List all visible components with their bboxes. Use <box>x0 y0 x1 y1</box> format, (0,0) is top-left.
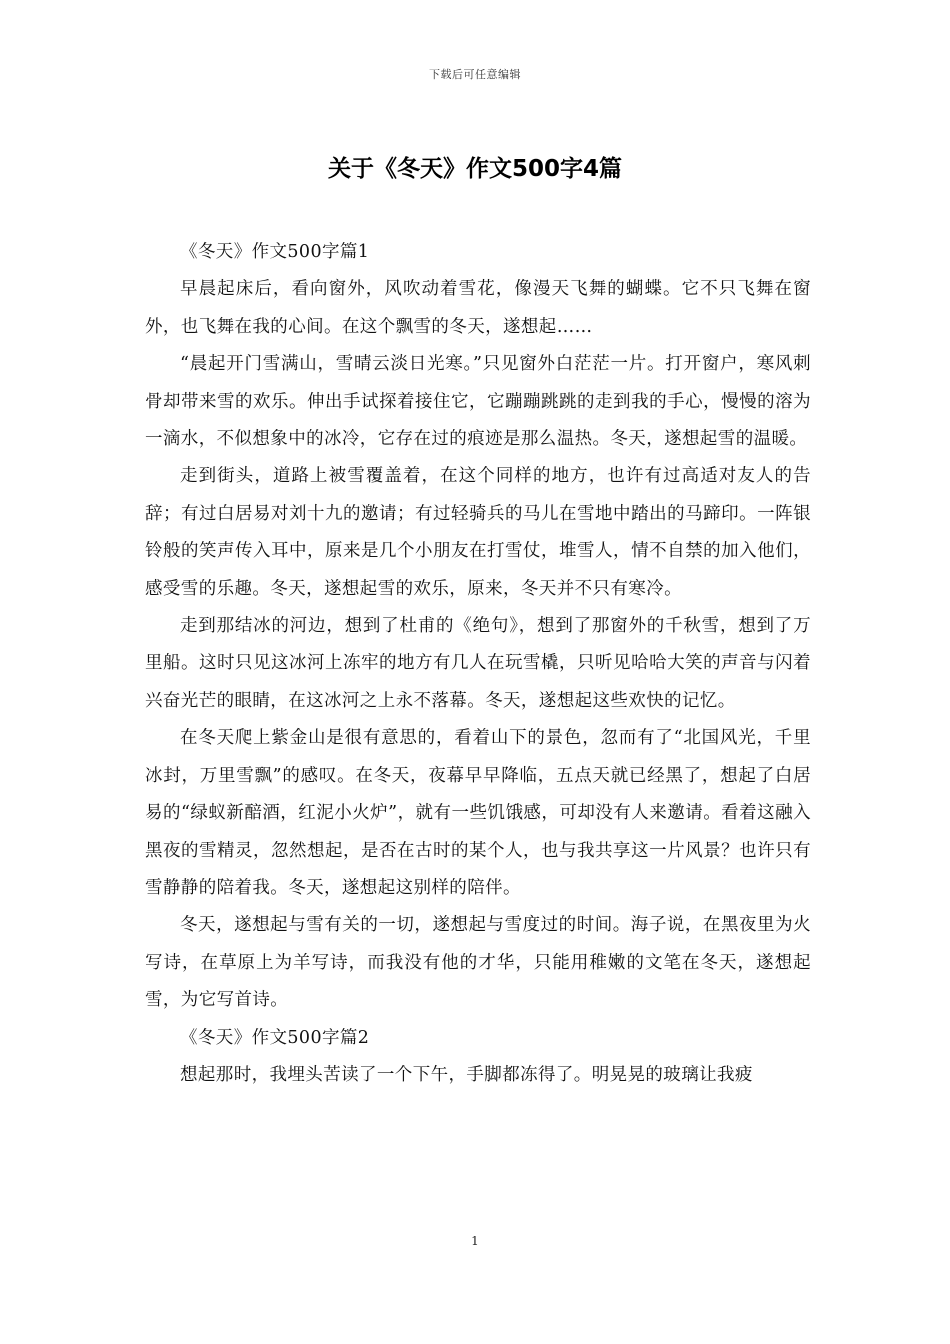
paragraph: 冬天，遂想起与雪有关的一切，遂想起与雪度过的时间。海子说，在黑夜里为火写诗，在草原上为羊写诗，而我没有他的才华，只能用稚嫩的文笔在冬天，遂想起雪，为它写首诗。 <box>145 915 811 1011</box>
document-title: 关于《冬天》作文500字4篇 <box>327 156 622 182</box>
paragraph: 走到那结冰的河边，想到了杜甫的《绝句》，想到了那窗外的千秋雪，想到了万里船。这时只见这冰河上冻牢的地方有几人在玩雪橇，只听见哈哈大笑的声音与闪着兴奋光芒的眼睛，在这冰河之上永不落幕。冬天，遂想起这些欢快的记忆。 <box>145 616 811 711</box>
paragraph: 走到街头，道路上被雪覆盖着，在这个同样的地方，也许有过高适对友人的告辞；有过白居易对刘十九的邀请；有过轻骑兵的马儿在雪地中踏出的马蹄印。一阵银铃般的笑声传入耳中，原来是几个小朋友在打雪仗，堆雪人，情不自禁的加入他们，感受雪的乐趣。冬天，遂想起雪的欢乐，原来，冬天并不只有寒冷。 <box>145 466 811 599</box>
page-number: 1 <box>471 1234 479 1248</box>
document-body <box>145 234 811 1094</box>
paragraph: “晨起开门雪满山，雪晴云淡日光寒。”只见窗外白茫茫一片。打开窗户，寒风刺骨却带来雪的欢乐。伸出手试探着接住它，它蹦蹦跳跳的走到我的手心，慢慢的溶为一滴水，不似想象中的冰冷，它存在过的痕迹是那么温热。冬天，遂想起雪的温暖。 <box>145 354 811 450</box>
paragraph: 早晨起床后，看向窗外，风吹动着雪花，像漫天飞舞的蝴蝶。它不只飞舞在窗外，也飞舞在我的心间。在这个飘雪的冬天，遂想起…… <box>145 279 811 337</box>
section-heading: 《冬天》作文500字篇1 <box>180 242 370 262</box>
paragraph: 想起那时，我埋头苦读了一个下午，手脚都冻得了。明晃晃的玻璃让我疲 <box>180 1064 753 1085</box>
section-heading: 《冬天》作文500字篇2 <box>180 1027 370 1048</box>
paragraph: 在冬天爬上紫金山是很有意思的，看着山下的景色，忽而有了“北国风光，千里冰封，万里雪飘”的感叹。在冬天，夜幕早早降临，五点天就已经黑了，想起了白居易的“绿蚁新醅酒，红泥小火炉”，就有一些饥饿感，可却没有人来邀请。看着这融入黑夜的雪精灵，忽然想起，是否在古时的某个人，也与我共享这一片风景？也许只有雪静静的陪着我。冬天，遂想起这别样的陪伴。 <box>145 728 811 898</box>
header-note: 下载后可任意编辑 <box>429 68 521 81</box>
